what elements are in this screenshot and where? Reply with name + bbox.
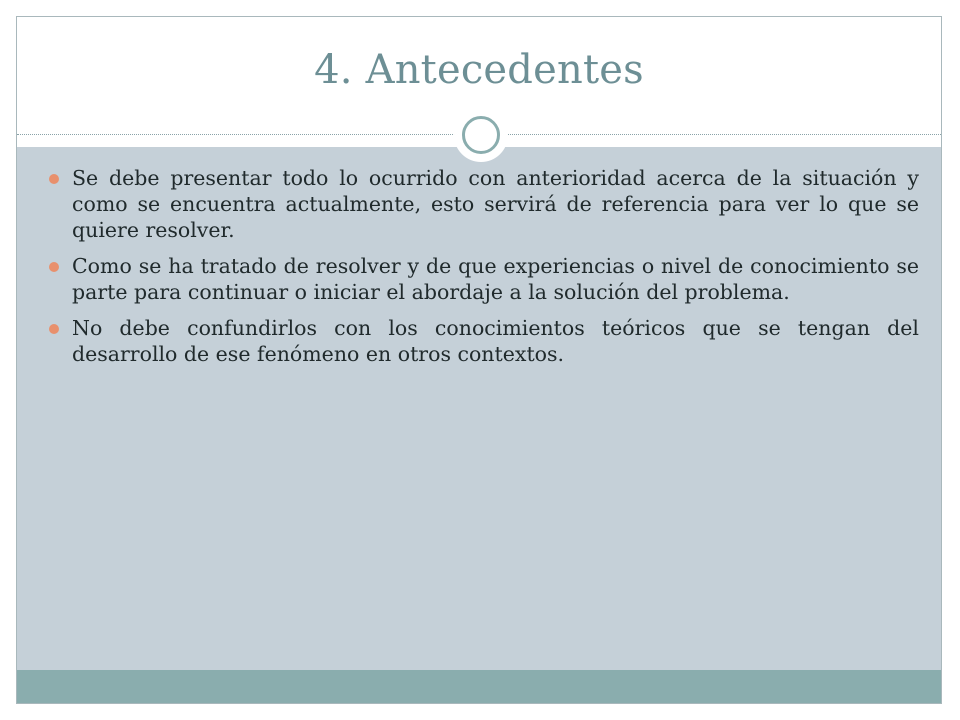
circle-ring-icon [454, 108, 508, 162]
bullet-dot-icon [49, 262, 59, 272]
bullet-item [47, 165, 919, 243]
slide-title: 4. Antecedentes [314, 47, 644, 93]
footer-band [17, 670, 941, 704]
bullet-dot-icon [49, 324, 59, 334]
bullet-list [47, 165, 919, 377]
bullet-text: Se debe presentar todo lo ocurrido con anterioridad acerca de la situación y como se encuentra actualmente, esto servirá de referencia para ver lo que se quiere resolver. [72, 166, 919, 242]
bullet-dot-icon [49, 174, 59, 184]
bullet-text: Como se ha tratado de resolver y de que experiencias o nivel de conocimiento se parte para continuar o iniciar el abordaje a la solución del problema. [72, 254, 919, 304]
bullet-item [47, 253, 919, 305]
bullet-item [47, 315, 919, 367]
bullet-text: No debe confundirlos con los conocimientos teóricos que se tengan del desarrollo de ese fenómeno en otros contextos. [72, 316, 919, 366]
slide [16, 16, 942, 704]
ornament-ring [462, 116, 500, 154]
